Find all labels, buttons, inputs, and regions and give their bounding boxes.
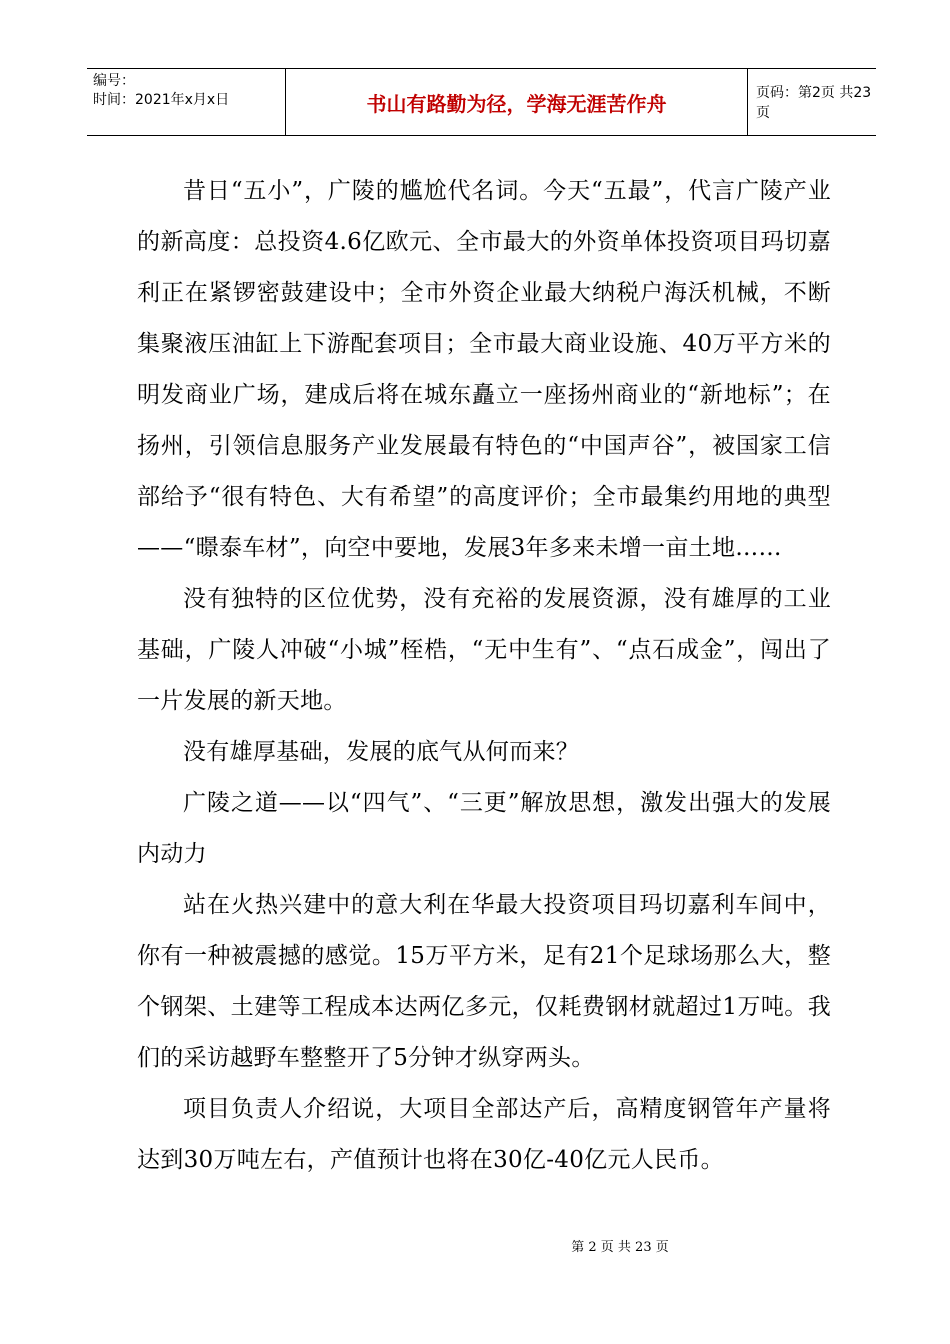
paragraph: 没有独特的区位优势，没有充裕的发展资源，没有雄厚的工业基础，广陵人冲破“小城”桎梏，“无中生有”、“点石成金”，闯出了一片发展的新天地。 — [137, 586, 831, 714]
header-motto-cell — [285, 69, 748, 135]
header-page-cell — [748, 69, 876, 135]
paragraph: 昔日“五小”，广陵的尴尬代名词。今天“五最”，代言广陵产业的新高度：总投资4.6亿欧元、全市最大的外资单体投资项目玛切嘉利正在紧锣密鼓建设中；全市外资企业最大纳税户海沃机械，不断集聚液压油缸上下游配套项目；全市最大商业设施、40万平方米的明发商业广场，建成后将在城东矗立一座扬州商业的“新地标”；在扬州，引领信息服务产业发展最有特色的“中国声谷”，被国家工信部给予“很有特色、大有希望”的高度评价；全市最集约用地的典型——“暻泰车材”，向空中要地，发展3年多来未增一亩土地…… — [137, 178, 831, 561]
paragraph: 没有雄厚基础，发展的底气从何而来？ — [183, 739, 580, 765]
page-footer — [0, 1236, 950, 1255]
date-label: 时间：2021年x月x日 — [93, 92, 230, 108]
paragraph: 广陵之道——以“四气”、“三更”解放思想，激发出强大的发展内动力 — [137, 790, 831, 867]
footer-page-number: 第 2 页 共 23 页 — [571, 1240, 669, 1255]
page-header — [87, 68, 876, 136]
header-page-label: 页码：第2页 共23页 — [756, 85, 872, 121]
header-motto: 书山有路勤为径，学海无涯苦作舟 — [366, 91, 667, 116]
paragraph: 项目负责人介绍说，大项目全部达产后，高精度钢管年产量将达到30万吨左右，产值预计也将在30亿-40亿元人民币。 — [137, 1096, 831, 1173]
header-meta — [87, 69, 285, 135]
paragraph: 站在火热兴建中的意大利在华最大投资项目玛切嘉利车间中，你有一种被震撼的感觉。15万平方米，足有21个足球场那么大，整个钢架、土建等工程成本达两亿多元，仅耗费钢材就超过1万吨。我们的采访越野车整整开了5分钟才纵穿两头。 — [137, 892, 831, 1071]
document-body — [137, 166, 831, 1186]
serial-label: 编号： — [93, 73, 135, 89]
